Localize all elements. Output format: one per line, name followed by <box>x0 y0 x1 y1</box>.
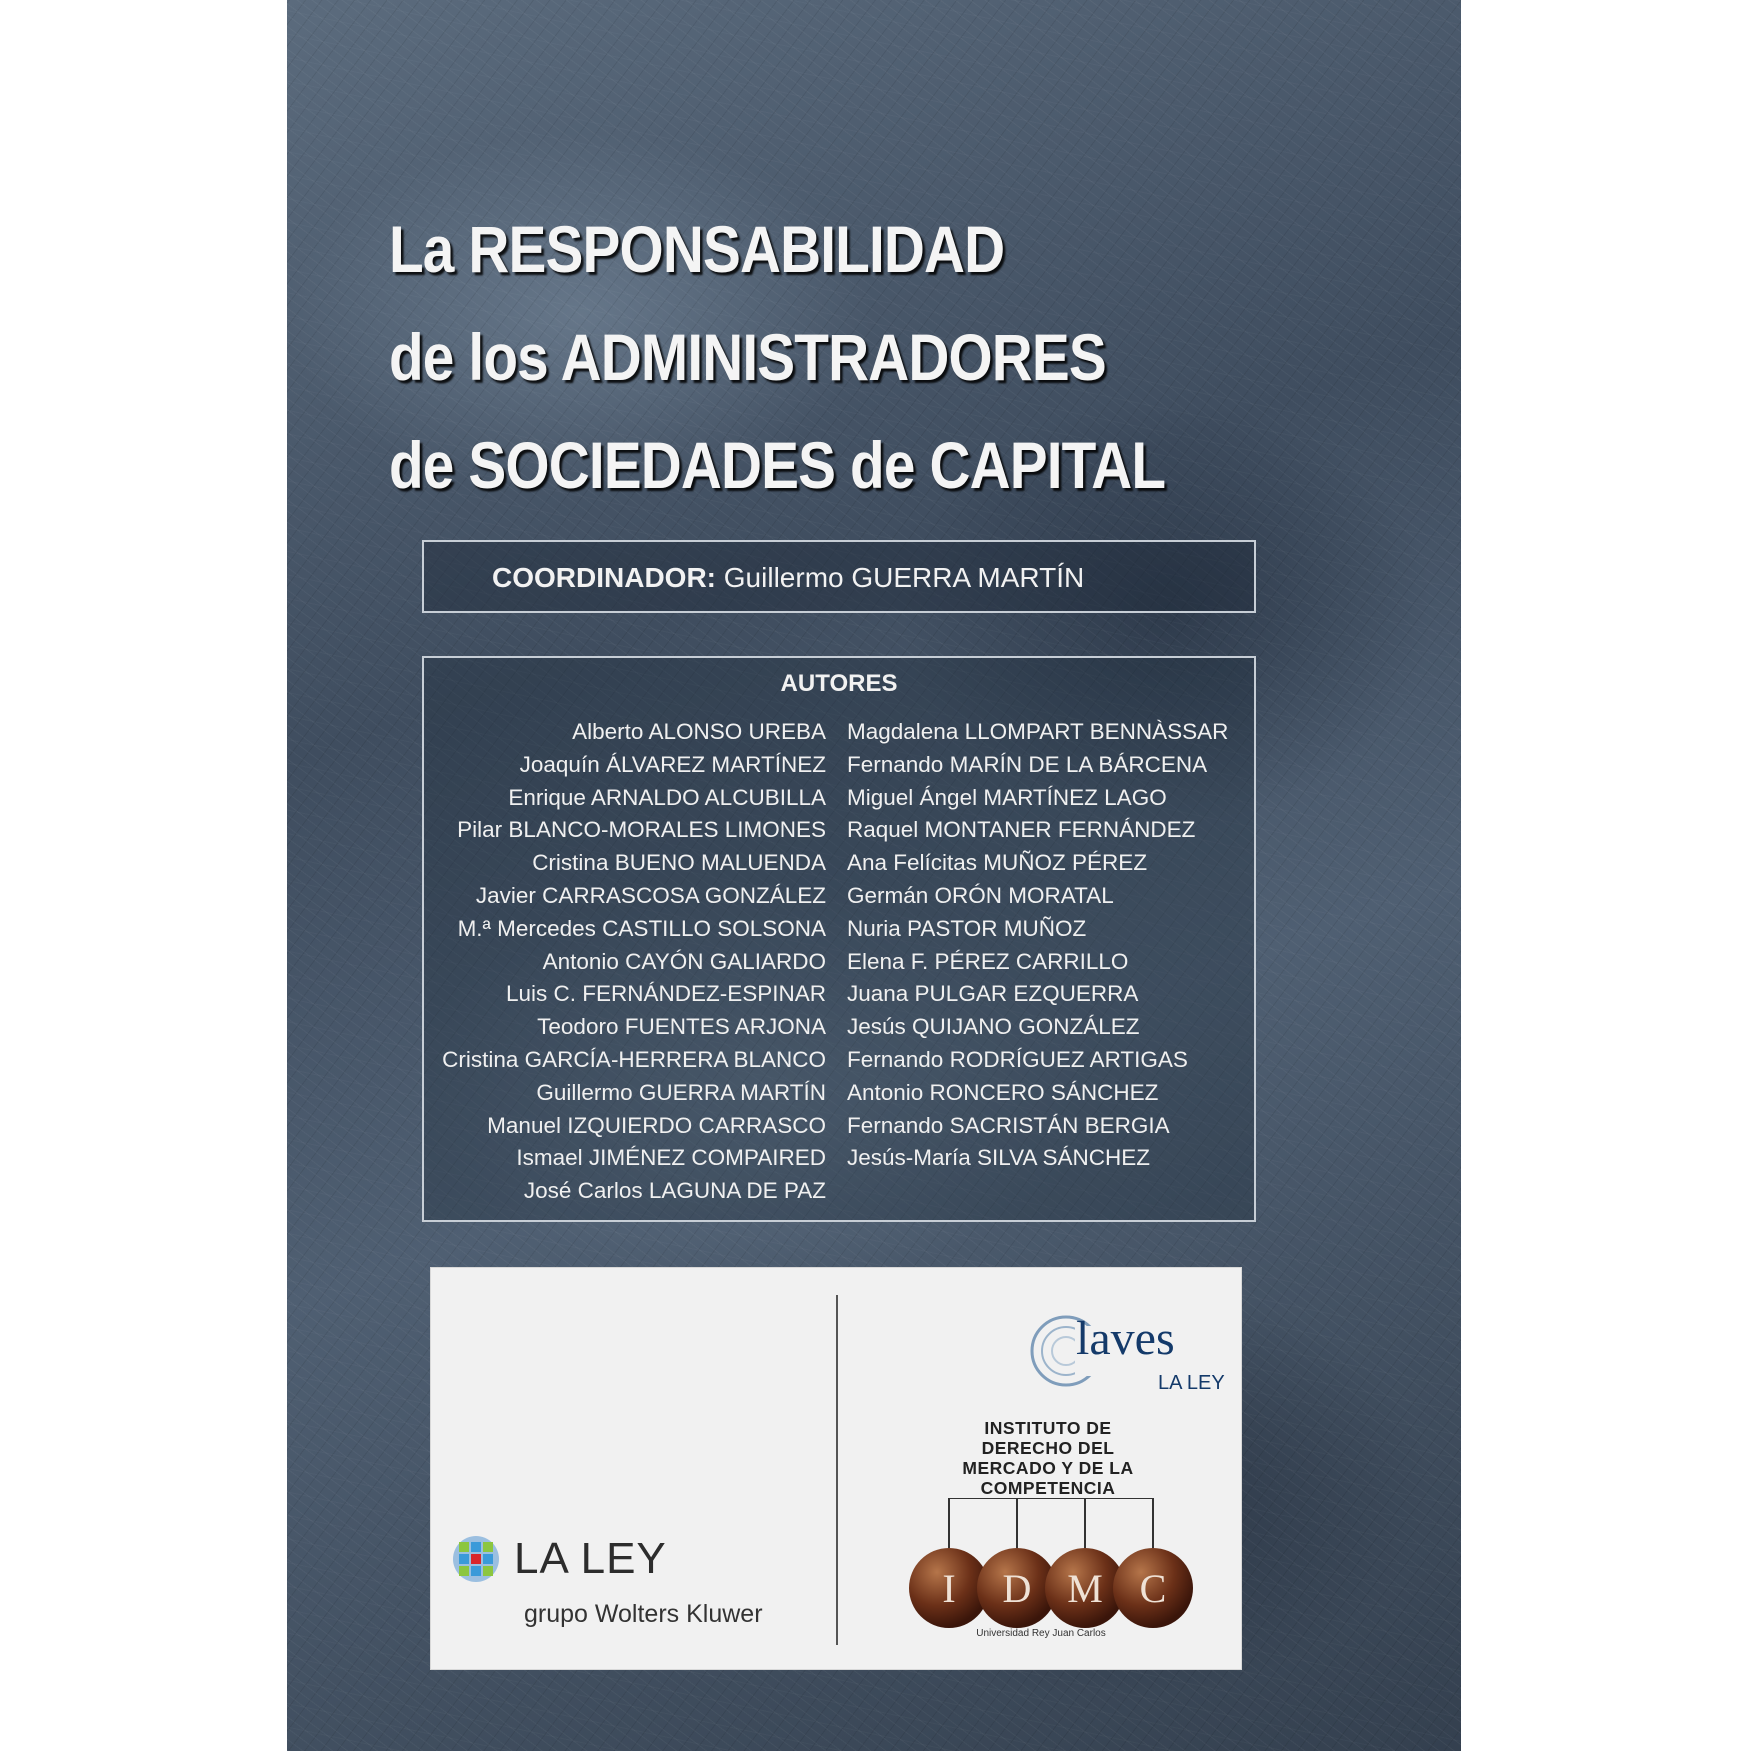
institute-line-3: MERCADO Y DE LA <box>962 1458 1134 1478</box>
author-name: Germán ORÓN MORATAL <box>847 882 1114 908</box>
university-name: Universidad Rey Juan Carlos <box>976 1628 1106 1639</box>
idmc-letter-m: M <box>1067 1566 1103 1611</box>
idmc-letter-d: D <box>1002 1566 1032 1611</box>
author-name: Ana Felícitas MUÑOZ PÉREZ <box>847 850 1148 876</box>
author-name: Cristina GARCÍA-HERRERA BLANCO <box>442 1046 826 1072</box>
author-name: Antonio RONCERO SÁNCHEZ <box>847 1079 1159 1105</box>
authors-right-column <box>847 716 1228 1175</box>
collection-name: laves <box>1076 1312 1175 1365</box>
idmc-letter-c: C <box>1139 1566 1167 1611</box>
institute-line-4: COMPETENCIA <box>980 1478 1116 1498</box>
institute-line-1: INSTITUTO DE <box>984 1418 1112 1438</box>
panel-divider <box>836 1295 838 1645</box>
author-name: Magdalena LLOMPART BENNÀSSAR <box>847 719 1229 744</box>
coordinator-name: Guillermo GUERRA MARTÍN <box>723 562 1085 593</box>
title-line-2: de los ADMINISTRADORES <box>389 320 1106 394</box>
authors-heading: AUTORES <box>780 670 898 697</box>
title-line-3: de SOCIEDADES de CAPITAL <box>389 428 1166 502</box>
institute-line-2: DERECHO DEL <box>981 1438 1115 1458</box>
author-name: Luis C. FERNÁNDEZ-ESPINAR <box>505 981 826 1007</box>
publisher-panel <box>430 1267 1242 1670</box>
author-name: Joaquín ÁLVAREZ MARTÍNEZ <box>519 751 826 777</box>
author-name: Teodoro FUENTES ARJONA <box>537 1014 826 1040</box>
publisher-group: grupo Wolters Kluwer <box>524 1600 763 1628</box>
publisher-name: LA LEY <box>514 1534 667 1583</box>
author-name: M.ª Mercedes CASTILLO SOLSONA <box>457 915 826 941</box>
author-name: Jesús-María SILVA SÁNCHEZ <box>847 1145 1151 1171</box>
authors-box <box>422 656 1256 1222</box>
coordinator-box <box>422 540 1256 613</box>
book-title <box>389 195 1165 519</box>
author-name: Alberto ALONSO UREBA <box>572 719 826 744</box>
author-name: Ismael JIMÉNEZ COMPAIRED <box>516 1145 826 1171</box>
author-name: Jesús QUIJANO GONZÁLEZ <box>847 1014 1140 1040</box>
coordinator-label: COORDINADOR: <box>492 562 716 593</box>
author-name: Fernando SACRISTÁN BERGIA <box>847 1112 1170 1138</box>
author-name: Fernando RODRÍGUEZ ARTIGAS <box>847 1046 1188 1072</box>
idmc-letter-i: I <box>942 1566 956 1611</box>
author-name: José Carlos LAGUNA DE PAZ <box>523 1178 826 1204</box>
title-line-1: La RESPONSABILIDAD <box>389 212 1005 286</box>
author-name: Cristina BUENO MALUENDA <box>532 850 826 876</box>
author-name: Raquel MONTANER FERNÁNDEZ <box>847 817 1196 843</box>
coordinator-line <box>492 562 1084 594</box>
author-name: Nuria PASTOR MUÑOZ <box>847 915 1087 941</box>
author-name: Fernando MARÍN DE LA BÁRCENA <box>847 751 1208 777</box>
laley-cube-logo-icon <box>451 1534 501 1584</box>
authors-left-column <box>442 716 826 1208</box>
author-name: Manuel IZQUIERDO CARRASCO <box>487 1112 826 1138</box>
collection-sub: LA LEY <box>1158 1372 1225 1394</box>
author-name: Pilar BLANCO-MORALES LIMONES <box>457 817 826 843</box>
author-name: Javier CARRASCOSA GONZÁLEZ <box>475 882 826 908</box>
author-name: Antonio CAYÓN GALIARDO <box>542 948 826 974</box>
author-name: Guillermo GUERRA MARTÍN <box>536 1079 826 1105</box>
author-name: Miguel Ángel MARTÍNEZ LAGO <box>847 784 1167 810</box>
author-name: Enrique ARNALDO ALCUBILLA <box>508 784 826 810</box>
book-cover <box>287 0 1461 1751</box>
idmc-spheres-logo-icon <box>901 1498 1201 1628</box>
author-name: Juana PULGAR EZQUERRA <box>847 981 1139 1007</box>
institute-name <box>901 1418 1195 1498</box>
author-name: Elena F. PÉREZ CARRILLO <box>847 948 1129 974</box>
